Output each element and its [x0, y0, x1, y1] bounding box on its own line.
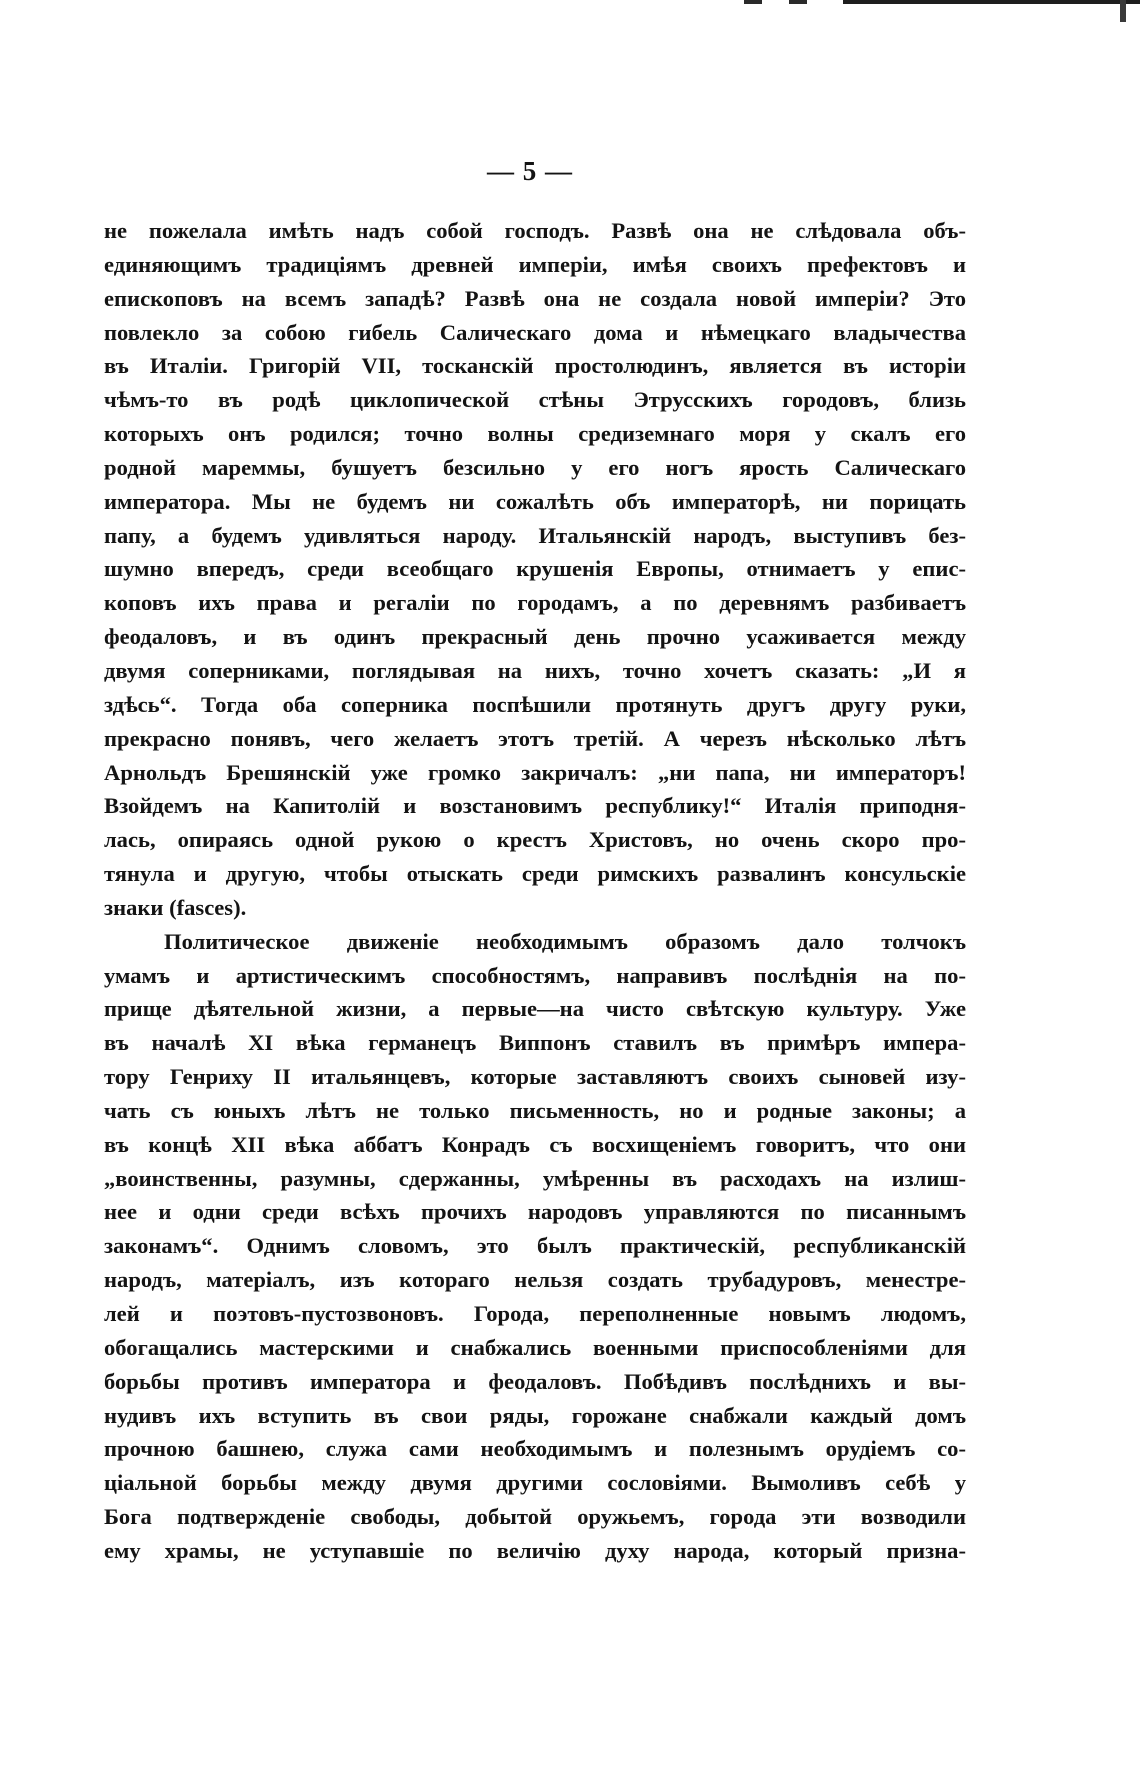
text-line: въ началѣ XI вѣка германецъ Виппонъ ставилъ въ примѣръ импера-	[104, 1030, 966, 1056]
text-line: лась, опираясь одной рукою о крестъ Христовъ, но очень скоро про-	[104, 827, 966, 853]
paragraph-2	[104, 925, 966, 1568]
text-line: ціальной борьбы между двумя другими сословіями. Вымоливъ себѣ у	[104, 1470, 966, 1496]
text-line: прочною башнею, служа сами необходимымъ и полезнымъ орудіемъ со-	[104, 1436, 966, 1462]
scan-edge-mark-right	[1120, 0, 1126, 22]
paragraph-1	[104, 214, 966, 925]
text-line: Политическое движеніе необходимымъ образомъ дало толчокъ	[164, 928, 966, 954]
text-line: Бога подтвержденіе свободы, добытой оружьемъ, города эти возводили	[104, 1504, 966, 1530]
text-line: нудивъ ихъ вступить въ свои ряды, горожане снабжали каждый домъ	[104, 1402, 966, 1428]
text-line: лей и поэтовъ-пустозвоновъ. Города, переполненные новымъ людомъ,	[104, 1301, 966, 1326]
page-number: — 5 —	[487, 156, 573, 186]
text-line: здѣсь“. Тогда оба соперника поспѣшили протянуть другъ другу руки,	[104, 691, 966, 717]
text-line: которыхъ онъ родился; точно волны средиземнаго моря у скалъ его	[104, 421, 966, 447]
text-line: прище дѣятельной жизни, а первые—на чисто свѣтскую культуру. Уже	[104, 996, 966, 1022]
text-line: народъ, матеріалъ, изъ котораго нельзя создать трубадуровъ, менестре-	[104, 1267, 966, 1293]
text-line: нее и одни среди всѣхъ прочихъ народовъ управляются по писаннымъ	[104, 1199, 966, 1225]
text-line: „воинственны, разумны, сдержанны, умѣренны въ расходахъ на излиш-	[104, 1165, 966, 1191]
text-line: чѣмъ-то въ родѣ циклопической стѣны Этрусскихъ городовъ, близь	[104, 387, 966, 413]
body-text	[104, 214, 966, 1568]
scan-edge-mark	[690, 0, 1140, 4]
text-line: шумно впередъ, среди всеобщаго крушенія Европы, отнимаетъ у епис-	[104, 556, 966, 582]
text-line: въ Италіи. Григорій VII, тосканскій простолюдинъ, является въ исторіи	[104, 353, 966, 379]
text-line: не пожелала имѣть надъ собой господъ. Развѣ она не слѣдовала объ-	[104, 218, 966, 243]
text-line: прекрасно понявъ, чего желаетъ этотъ третій. А черезъ нѣсколько лѣтъ	[104, 725, 966, 751]
text-line: тору Генриху II итальянцевъ, которые заставляютъ своихъ сыновей изу-	[104, 1064, 966, 1090]
text-line: двумя соперниками, поглядывая на нихъ, точно хочетъ сказать: „И я	[104, 657, 966, 683]
text-line: единяющимъ традиціямъ древней имперіи, имѣя своихъ префектовъ и	[104, 251, 966, 277]
text-line: императора. Мы не будемъ ни сожалѣть объ императорѣ, ни порицать	[104, 488, 966, 514]
text-line: обогащались мастерскими и снабжались военными приспособленіями для	[104, 1334, 966, 1360]
text-line: родной мареммы, бушуетъ безсильно у его ногъ ярость Салическаго	[104, 454, 966, 480]
text-line: борьбы противъ императора и феодаловъ. Побѣдивъ послѣднихъ и вы-	[104, 1368, 966, 1394]
text-line: чать съ юныхъ лѣтъ не только письменность, но и родные законы; а	[104, 1097, 966, 1123]
text-line: умамъ и артистическимъ способностямъ, направивъ послѣднія на по-	[104, 962, 966, 988]
text-line: законамъ“. Однимъ словомъ, это былъ практическій, республиканскій	[104, 1233, 966, 1259]
text-line: феодаловъ, и въ одинъ прекрасный день прочно усаживается между	[104, 624, 966, 650]
text-line: Арнольдъ Брешянскій уже громко закричалъ: „ни папа, ни императоръ!	[104, 759, 966, 785]
text-line: епископовъ на всемъ западѣ? Развѣ она не создала новой имперіи? Это	[104, 285, 966, 311]
text-line: повлекло за собою гибель Салическаго дома и нѣмецкаго владычества	[104, 319, 966, 345]
text-line: коповъ ихъ права и регаліи по городамъ, а по деревнямъ разбиваетъ	[104, 590, 966, 616]
text-line: папу, а будемъ удивляться народу. Итальянскій народъ, выступивъ без-	[104, 522, 966, 548]
text-line: въ концѣ XII вѣка аббатъ Конрадъ съ восхищеніемъ говоритъ, что они	[104, 1131, 966, 1157]
text-line: ему храмы, не уступавшіе по величію духу народа, который призна-	[104, 1537, 966, 1563]
text-line: Взойдемъ на Капитолій и возстановимъ республику!“ Италія приподня-	[104, 793, 966, 819]
text-line: знаки (fasces).	[104, 894, 247, 920]
text-line: тянула и другую, чтобы отыскать среди римскихъ развалинъ консульскіе	[104, 861, 966, 887]
